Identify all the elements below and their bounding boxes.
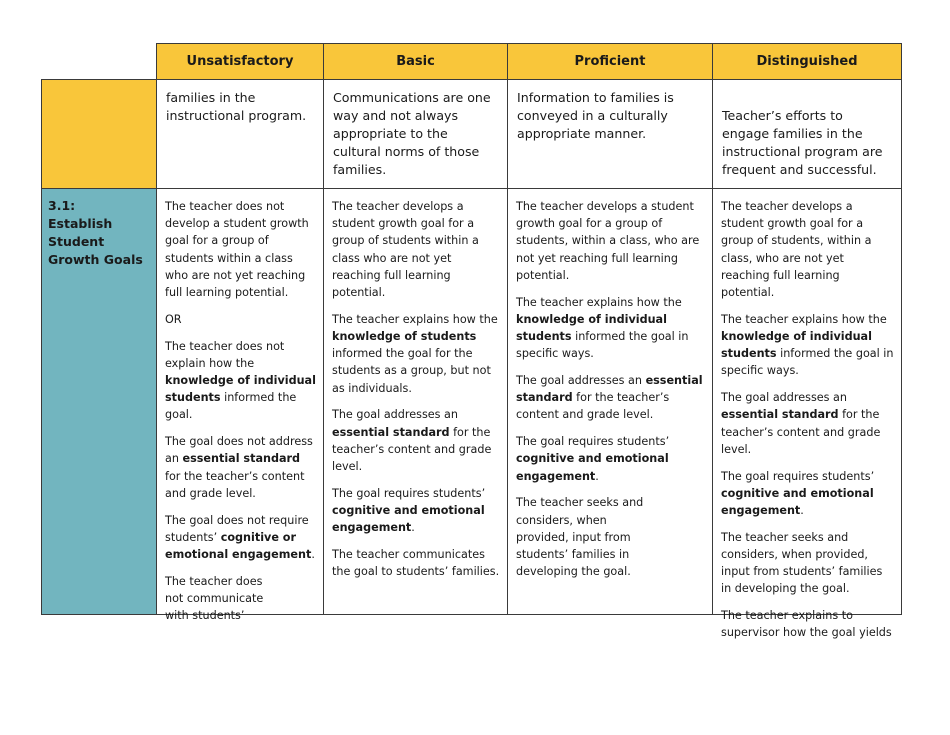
unsat-or: OR bbox=[165, 312, 182, 326]
basic-cell bbox=[323, 188, 508, 615]
unsat-p4: The goal does not address an essential standard for the teacher’s content and grade level. bbox=[165, 435, 313, 500]
unsat-p6: The teacher does not communicate with students’ bbox=[165, 574, 264, 623]
header-basic: Basic bbox=[323, 43, 508, 80]
dist-p6: The teacher explains to supervisor how the goal yields bbox=[721, 609, 892, 640]
row1-label-cell bbox=[41, 79, 157, 189]
dist-p5: The teacher seeks and considers, when provided, input from students’ families in developing the goal. bbox=[721, 530, 883, 596]
row1-unsatisfactory: families in the instructional program. bbox=[156, 79, 324, 189]
dist-p1: The teacher develops a student growth goal for a group of students, within a class, who are not yet reaching full learning potential. bbox=[721, 200, 872, 300]
basic-p4: The goal requires students’ cognitive and emotional engagement. bbox=[332, 486, 486, 535]
criterion-title: Establish Student Growth Goals bbox=[48, 216, 143, 267]
header-unsatisfactory: Unsatisfactory bbox=[156, 43, 324, 80]
criterion-label bbox=[41, 188, 157, 615]
row1-basic: Communications are one way and not always appropriate to the cultural norms of those families. bbox=[323, 79, 508, 189]
basic-p5: The teacher communicates the goal to students’ families. bbox=[332, 548, 500, 579]
unsat-p3: The teacher does not explain how the knowledge of individual students informed the goal. bbox=[165, 339, 316, 422]
unsat-p1: The teacher does not develop a student growth goal for a group of students within a class who are not yet reaching full learning potential. bbox=[165, 200, 309, 300]
dist-p2: The teacher explains how the knowledge of individual students informed the goal in specific ways. bbox=[721, 312, 894, 378]
dist-p3: The goal addresses an essential standard for the teacher’s content and grade level. bbox=[721, 391, 881, 456]
unsat-p5: The goal does not require students’ cognitive or emotional engagement. bbox=[165, 513, 315, 562]
distinguished-cell bbox=[712, 188, 902, 640]
header-distinguished: Distinguished bbox=[712, 43, 902, 80]
basic-p1: The teacher develops a student growth goal for a group of students within a class who are not yet reaching full learning potential. bbox=[332, 200, 479, 300]
prof-p3: The goal addresses an essential standard for the teacher’s content and grade level. bbox=[516, 374, 703, 422]
row1-proficient: Information to families is conveyed in a culturally appropriate manner. bbox=[507, 79, 713, 189]
prof-p2: The teacher explains how the knowledge of individual students informed the goal in specific ways. bbox=[516, 295, 689, 361]
basic-p3: The goal addresses an essential standard for the teacher’s content and grade level. bbox=[332, 408, 492, 474]
row1-distinguished: Teacher’s efforts to engage families in the instructional program are frequent and successful. bbox=[712, 79, 902, 189]
basic-p2: The teacher explains how the knowledge of students informed the goal for the students as a group, but not as individuals. bbox=[332, 312, 498, 395]
prof-p5: The teacher seeks and considers, when provided, input from students’ families in developing the goal. bbox=[516, 496, 644, 579]
prof-p1: The teacher develops a student growth goal for a group of students, within a class, who are not yet reaching full learning potential. bbox=[516, 200, 700, 282]
proficient-cell bbox=[507, 188, 713, 615]
prof-p4: The goal requires students’ cognitive and emotional engagement. bbox=[516, 435, 670, 483]
dist-p4: The goal requires students’ cognitive and emotional engagement. bbox=[721, 469, 875, 518]
criterion-number: 3.1: bbox=[48, 198, 76, 213]
header-proficient: Proficient bbox=[507, 43, 713, 80]
unsatisfactory-cell bbox=[156, 188, 324, 623]
